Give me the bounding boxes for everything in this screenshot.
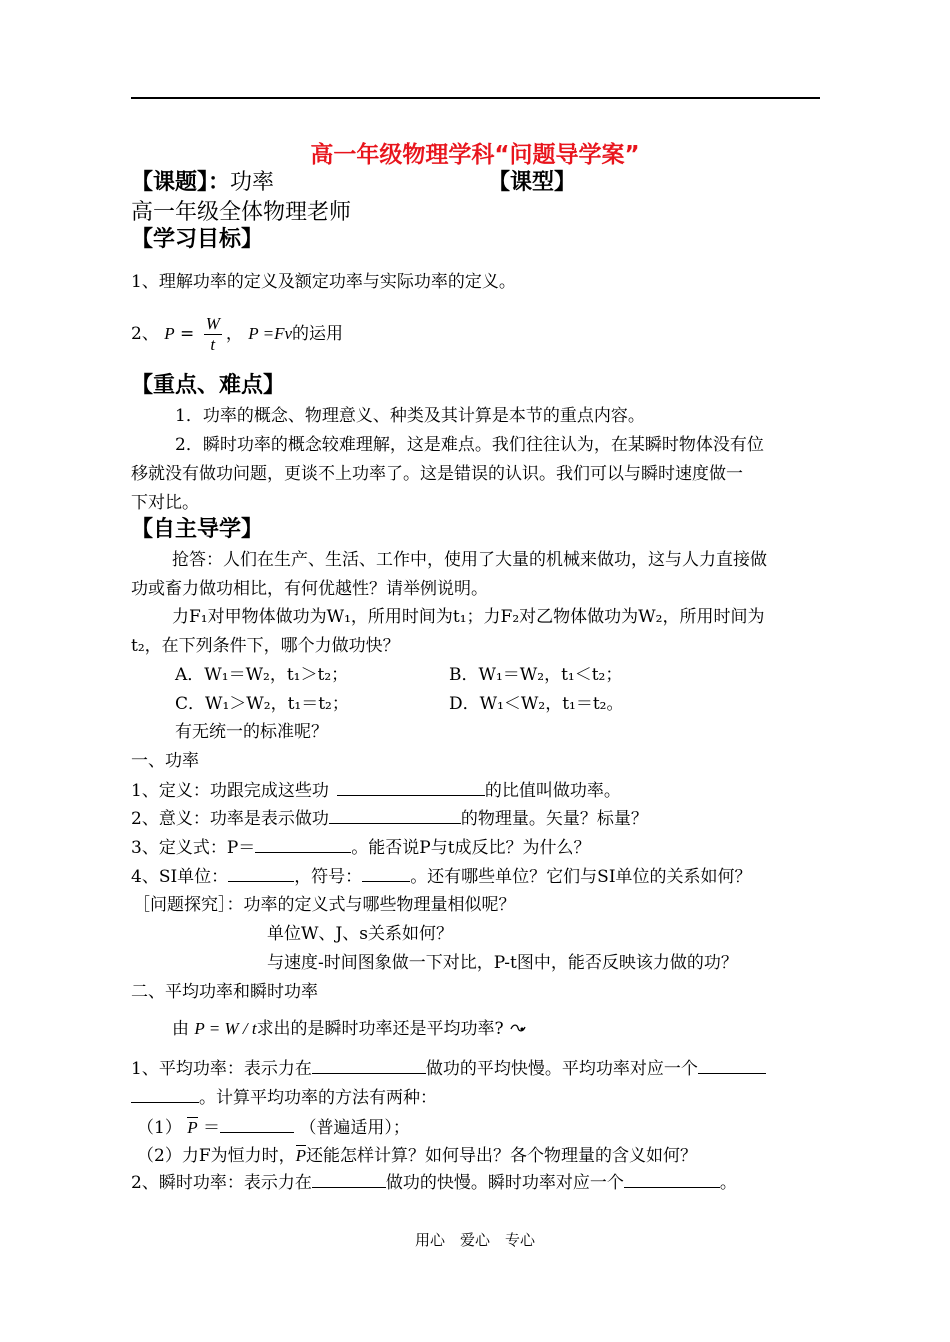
probe-line-2: 单位W、J、s关系如何？ bbox=[267, 924, 454, 944]
question-1b: 功或畜力做功相比，有何优越性？请举例说明。 bbox=[131, 579, 488, 599]
section-1-heading: 一、功率 bbox=[131, 751, 199, 771]
formula-pwt: P = W / t bbox=[194, 1019, 257, 1038]
goal-item-1: 1、理解功率的定义及额定功率与实际功率的定义。 bbox=[131, 272, 516, 292]
page-footer: 用心 爱心 专心 bbox=[414, 1231, 535, 1249]
section-2-heading: 二、平均功率和瞬时功率 bbox=[131, 982, 318, 1002]
average-question: 由 P = W / t求出的是瞬时功率还是平均功率? bbox=[172, 1017, 527, 1041]
method-2: （2）力F为恒力时，P还能怎样计算？如何导出？各个物理量的含义如何？ bbox=[137, 1146, 698, 1166]
self-heading: 【自主导学】 bbox=[131, 517, 264, 542]
key-point-1: 1．功率的概念、物理意义、种类及其计算是本节的重点内容。 bbox=[175, 406, 645, 426]
meaning-line: 2、意义：功率是表示做功 的物理量。矢量？标量？ bbox=[131, 806, 648, 831]
instant-interval-blank[interactable] bbox=[312, 1170, 386, 1188]
topic-value: 功率 bbox=[230, 170, 275, 195]
meaning-blank[interactable] bbox=[329, 806, 461, 824]
unit-blank[interactable] bbox=[228, 864, 294, 882]
formula-line: 3、定义式：P＝ 。能否说P与t成反比？为什么？ bbox=[131, 835, 591, 860]
author-line: 高一年级全体物理老师 bbox=[131, 200, 352, 225]
topic-line bbox=[131, 168, 577, 198]
key-heading: 【重点、难点】 bbox=[131, 373, 286, 398]
avg-p-symbol: P bbox=[187, 1118, 198, 1137]
avg-p-symbol-2: P bbox=[295, 1146, 307, 1165]
formula-fraction: $\frac{W}{t}$ bbox=[205, 314, 220, 354]
probe-line-3: 与速度-时间图象做一下对比，P-t图中，能否反映该力做的功？ bbox=[267, 953, 738, 973]
average-corresponds-blank-cont[interactable] bbox=[131, 1085, 199, 1103]
probe-line-1: ［问题探究］：功率的定义式与哪些物理量相似呢？ bbox=[133, 895, 516, 915]
option-d: D．W₁＜W₂，t₁＝t₂。 bbox=[449, 694, 624, 714]
instant-line: 2、瞬时功率：表示力在 做功的快慢。瞬时功率对应一个 。 bbox=[131, 1170, 737, 1195]
option-c: C．W₁＞W₂，t₁＝t₂； bbox=[175, 694, 349, 714]
question-2b: t₂，在下列条件下，哪个力做功快？ bbox=[131, 636, 400, 656]
method-1: （1） P ＝ （普遍适用）； bbox=[137, 1115, 410, 1140]
key-point-2a: 2．瞬时功率的概念较难理解，这是难点。我们往往认为，在某瞬时物体没有位 bbox=[175, 435, 764, 455]
formula-p: P bbox=[164, 324, 175, 343]
method-1-blank[interactable] bbox=[220, 1115, 294, 1133]
option-b: B．W₁＝W₂，t₁＜t₂； bbox=[449, 665, 623, 685]
key-point-2c: 下对比。 bbox=[131, 493, 199, 513]
header-rule bbox=[131, 97, 820, 99]
definition-line: 1、定义：功跟完成这些功 的比值叫做功率。 bbox=[131, 778, 621, 803]
page-title: 高一年级物理学科“问题导学案” bbox=[310, 142, 640, 168]
question-1a: 抢答：人们在生产、生活、工作中，使用了大量的机械来做功，这与人力直接做 bbox=[172, 550, 767, 570]
topic-label: 【课题】： bbox=[131, 170, 231, 195]
unit-line: 4、SI单位： ，符号： 。还有哪些单位？它们与SI单位的关系如何？ bbox=[131, 864, 752, 889]
average-line-2: 。计算平均功率的方法有两种： bbox=[131, 1085, 437, 1110]
formula-pfv: P =Fv bbox=[248, 324, 292, 343]
goals-heading: 【学习目标】 bbox=[131, 227, 264, 252]
formula-blank[interactable] bbox=[255, 835, 351, 853]
question-3: 有无统一的标准呢？ bbox=[175, 722, 328, 742]
definition-blank[interactable] bbox=[337, 778, 485, 796]
instant-corresponds-blank[interactable] bbox=[624, 1170, 720, 1188]
goal-item-2: 2、 P = $\frac{W}{t}$ ， P =Fv的运用 bbox=[131, 314, 343, 354]
average-interval-blank[interactable] bbox=[312, 1056, 426, 1074]
average-line-1: 1、平均功率：表示力在 做功的平均快慢。平均功率对应一个 bbox=[131, 1056, 766, 1081]
average-corresponds-blank[interactable] bbox=[698, 1056, 766, 1074]
key-point-2b: 移就没有做功问题，更谈不上功率了。这是错误的认识。我们可以与瞬时速度做一 bbox=[131, 464, 743, 484]
option-a: A．W₁＝W₂，t₁＞t₂； bbox=[175, 665, 349, 685]
scribble-icon bbox=[509, 1019, 527, 1039]
symbol-blank[interactable] bbox=[362, 864, 410, 882]
type-label: 【课型】 bbox=[488, 170, 577, 195]
question-2a: 力F₁对甲物体做功为W₁，所用时间为t₁；力F₂对乙物体做功为W₂，所用时间为 bbox=[172, 607, 765, 627]
